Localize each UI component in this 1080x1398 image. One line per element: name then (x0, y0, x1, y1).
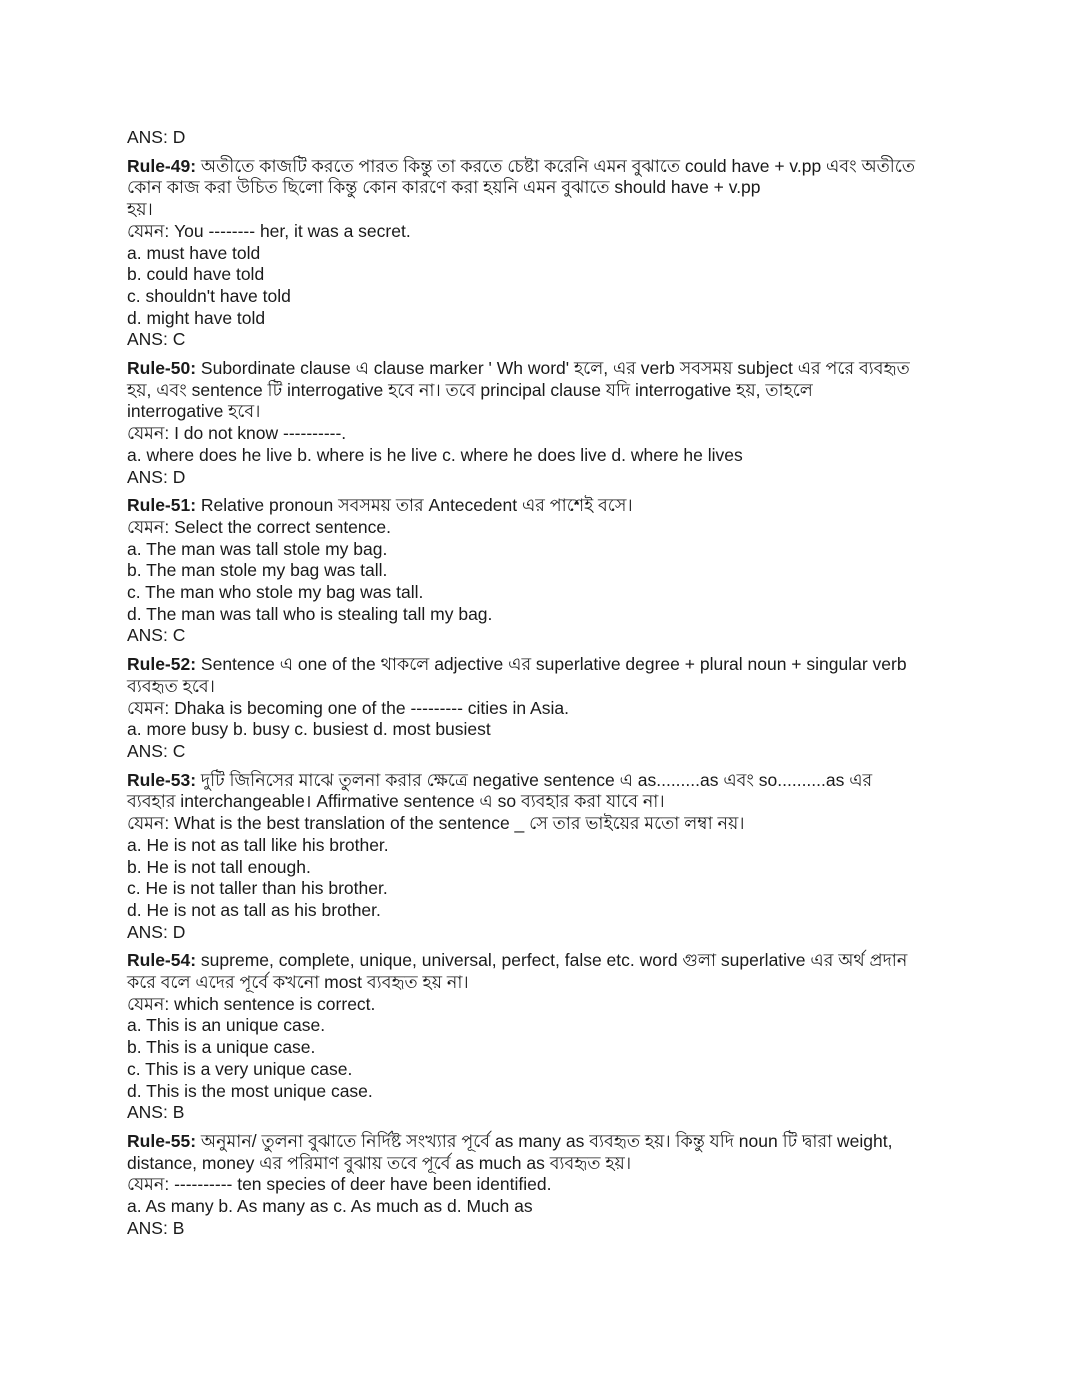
example-line: যেমন: You -------- her, it was a secret. (127, 220, 411, 241)
rule-text-line (127, 1131, 957, 1153)
option-line: d. This is the most unique case. (127, 1080, 373, 1101)
rule-text: supreme, complete, unique, universal, perfect, false etc. word গুলা superlative এর অর্থ প্রদান (200, 950, 908, 971)
rule-text-line (127, 199, 957, 221)
rule-text: Relative pronoun সবসময় তার Antecedent এর পাশেই বসে। (200, 495, 633, 516)
option-line: a. He is not as tall like his brother. (127, 834, 389, 855)
rule-text-line (127, 676, 957, 698)
rule-text-line (127, 972, 957, 994)
rule-block (127, 654, 957, 763)
option-line: d. The man was tall who is stealing tall my bag. (127, 603, 493, 624)
example-line: যেমন: Select the correct sentence. (127, 516, 391, 537)
rule-text-line (127, 401, 957, 423)
option-line: a. must have told (127, 242, 261, 263)
option-line: d. might have told (127, 307, 266, 328)
option-line: a. This is an unique case. (127, 1015, 326, 1036)
option-line: b. could have told (127, 264, 265, 285)
rule-text: করে বলে এদের পূর্বে কখনো most ব্যবহৃত হয় না। (127, 972, 469, 993)
rule-text: Sentence এ one of the থাকলে adjective এর superlative degree + plural noun + singular verb (200, 654, 907, 675)
rule-text-line (127, 770, 957, 792)
rule-text: দুটি জিনিসের মাঝে তুলনা করার ক্ষেত্রে negative sentence এ as.........as এবং so..........as এর (200, 769, 873, 790)
option-line: c. The man who stole my bag was tall. (127, 582, 424, 603)
option-line: a. The man was tall stole my bag. (127, 538, 388, 559)
answer-line: ANS: D (127, 921, 186, 942)
rule-text: অনুমান/ তুলনা বুঝাতে নির্দিষ্ট সংখ্যার পূর্বে as many as ব্যবহৃত হয়। কিন্তু যদি noun টি দ্বারা weight, (200, 1130, 893, 1151)
rule-text: হয়, এবং sentence টি interrogative হবে না। তবে principal clause যদি interrogative হয়, তাহলে (127, 379, 813, 400)
rule-label: Rule-53: (127, 769, 197, 790)
rule-label: Rule-49: (127, 155, 197, 176)
answer-line: ANS: D (127, 466, 186, 487)
rule-text-line (127, 156, 957, 178)
option-line: b. He is not tall enough. (127, 856, 311, 877)
example-line: যেমন: I do not know ----------. (127, 423, 347, 444)
rule-block (127, 358, 957, 488)
rule-text-line (127, 177, 957, 199)
rule-text: অতীতে কাজটি করতে পারত কিন্তু তা করতে চেষ্টা করেনি এমন বুঝাতে could have + v.pp এবং অতীতে (200, 155, 915, 176)
answer-line: ANS: C (127, 740, 186, 761)
rule-block (127, 156, 957, 351)
rule-block (127, 1131, 957, 1240)
rule-label: Rule-55: (127, 1130, 197, 1151)
rule-text-line (127, 1153, 957, 1175)
rule-label: Rule-50: (127, 358, 197, 379)
rule-text-line (127, 495, 957, 517)
option-line: c. shouldn't have told (127, 285, 291, 306)
rule-text-line (127, 950, 957, 972)
option-line: d. He is not as tall as his brother. (127, 899, 381, 920)
rule-text: interrogative হবে। (127, 401, 261, 422)
option-line: a. more busy b. busy c. busiest d. most busiest (127, 719, 491, 740)
rule-text: হয়। (127, 199, 153, 220)
rule-text-line (127, 358, 957, 380)
rule-text-line (127, 654, 957, 676)
rule-label: Rule-52: (127, 654, 197, 675)
rule-text: ব্যবহার interchangeable। Affirmative sentence এ so ব্যবহার করা যাবে না। (127, 791, 665, 812)
rule-text: কোন কাজ করা উচিত ছিলো কিন্তু কোন কারণে করা হয়নি এমন বুঝাতে should have + v.pp (127, 177, 761, 198)
rules-list (127, 156, 957, 1240)
example-line: যেমন: What is the best translation of the sentence _ সে তার ভাইয়ের মতো লম্বা নয়। (127, 813, 745, 834)
answer-line: ANS: B (127, 1217, 185, 1238)
option-line: a. As many b. As many as c. As much as d. Much as (127, 1196, 533, 1217)
option-line: a. where does he live b. where is he live c. where he does live d. where he lives (127, 444, 743, 465)
rule-text: distance, money এর পরিমাণ বুঝায় তবে পূর্বে as much as ব্যবহৃত হয়। (127, 1152, 632, 1173)
rule-label: Rule-54: (127, 950, 197, 971)
rule-block (127, 950, 957, 1124)
option-line: b. This is a unique case. (127, 1037, 316, 1058)
option-line: c. This is a very unique case. (127, 1058, 353, 1079)
example-line: যেমন: Dhaka is becoming one of the --------- cities in Asia. (127, 697, 569, 718)
answer-line: ANS: C (127, 329, 186, 350)
rule-label: Rule-51: (127, 495, 197, 516)
example-line: যেমন: which sentence is correct. (127, 993, 376, 1014)
rule-text: Subordinate clause এ clause marker ' Wh word' হলে, এর verb সবসময় subject এর পরে ব্যবহৃত (200, 358, 910, 379)
rule-text-line (127, 791, 957, 813)
answer-line: ANS: D (127, 127, 186, 147)
answer-line: ANS: B (127, 1102, 185, 1123)
rule-text-line (127, 380, 957, 402)
answer-line: ANS: C (127, 625, 186, 646)
document-page (127, 127, 957, 1239)
rule-block (127, 770, 957, 944)
option-line: c. He is not taller than his brother. (127, 878, 388, 899)
example-line: যেমন: ---------- ten species of deer have been identified. (127, 1174, 552, 1195)
rule-text: ব্যবহৃত হবে। (127, 675, 215, 696)
rule-block (127, 495, 957, 647)
option-line: b. The man stole my bag was tall. (127, 560, 388, 581)
